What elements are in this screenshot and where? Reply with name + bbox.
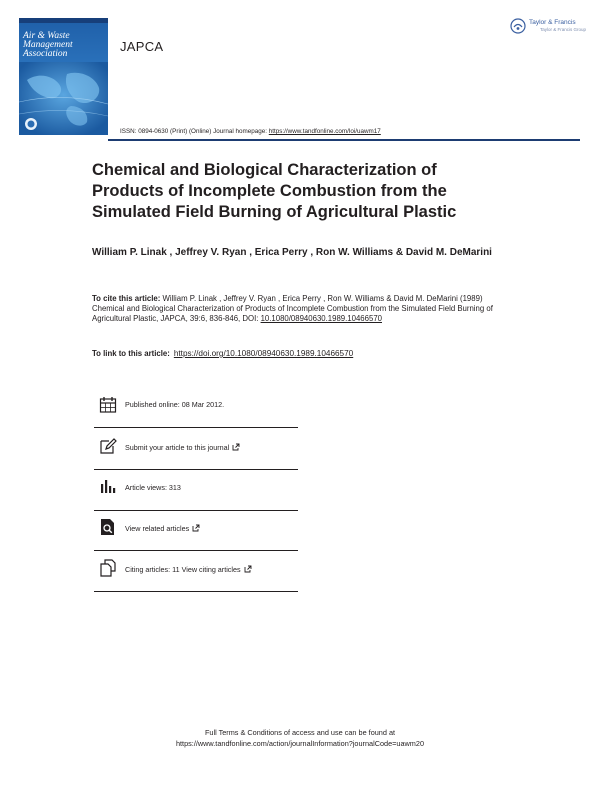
article-doi-link[interactable]: https://doi.org/10.1080/08940630.1989.10466570 [173,349,354,358]
citation-block [92,294,517,325]
submit-article-link[interactable] [125,443,240,452]
submit-article-row[interactable] [94,437,298,478]
publisher-logo [510,18,585,36]
citation-doi-link[interactable]: 10.1080/08940630.1989.10466570 [260,314,382,324]
publisher-logo-icon [510,18,526,34]
external-link-icon [232,443,240,451]
citation-label: To cite this article: [92,294,161,303]
terms-url[interactable]: https://www.tandfonline.com/action/journalInformation?journalCode=uawm20 [175,739,425,748]
article-views-text: Article views: 313 [125,483,181,492]
cover-journal-name [23,32,105,59]
metric-divider [94,510,298,511]
related-articles-text: View related articles [125,524,190,533]
published-online-row [94,396,298,437]
citing-articles-row[interactable] [94,559,298,600]
cover-title-line: Air & Waste [23,31,70,41]
header-rule [108,139,580,141]
calendar-icon [99,396,117,414]
cover-title-line: Management [23,40,73,50]
bar-chart-icon [99,478,117,496]
article-views-row [94,478,298,519]
search-document-icon [99,518,117,536]
publisher-group: Taylor & Francis Group [540,27,587,32]
article-title: Chemical and Biological Characterization of Products of Incomplete Combustion from the Simulated Field Burning of Agricultural Plastic [92,161,457,221]
copy-documents-icon [99,559,117,577]
external-link-icon [192,524,200,532]
issn-line [120,128,381,135]
related-articles-link[interactable] [125,524,200,533]
submit-article-text: Submit your article to this journal [125,443,230,452]
journal-cover-image [19,18,108,135]
metric-divider [94,591,298,592]
issn-text: ISSN: 0894-0630 (Print) (Online) Journal homepage: [120,128,269,135]
terms-text: Full Terms & Conditions of access and use can be found at [204,728,396,737]
metric-divider [94,550,298,551]
metric-divider [94,427,298,428]
citing-articles-text: Citing articles: 11 View citing articles [125,565,241,574]
cover-globe-graphic [19,62,108,135]
cover-title-line: Association [23,49,68,59]
link-label: To link to this article: [92,349,170,358]
article-link-line [92,349,512,359]
publisher-name: Taylor & Francis [529,19,576,26]
published-online-text: Published online: 08 Mar 2012. [125,400,225,409]
journal-name: JAPCA [120,39,164,54]
journal-homepage-link[interactable]: https://www.tandfonline.com/loi/uawm17 [268,128,381,135]
cover-top-bar [19,18,108,23]
article-authors: William P. Linak , Jeffrey V. Ryan , Erica Perry , Ron W. Williams & David M. DeMarini [92,247,492,258]
edit-icon [99,437,117,455]
terms-footer [0,727,600,749]
citing-articles-link[interactable] [125,565,252,574]
external-link-icon [244,565,252,573]
metric-divider [94,469,298,470]
related-articles-row[interactable] [94,518,298,559]
citation-text: William P. Linak , Jeffrey V. Ryan , Erica Perry , Ron W. Williams & David M. DeMarini (1989) Chemical and Biological Characterization of Products of Incomplete Combustion from the Simulated Field Burning of Agricultural Plastic, JAPCA, 39:6, 836-846, DOI: [92,294,493,324]
